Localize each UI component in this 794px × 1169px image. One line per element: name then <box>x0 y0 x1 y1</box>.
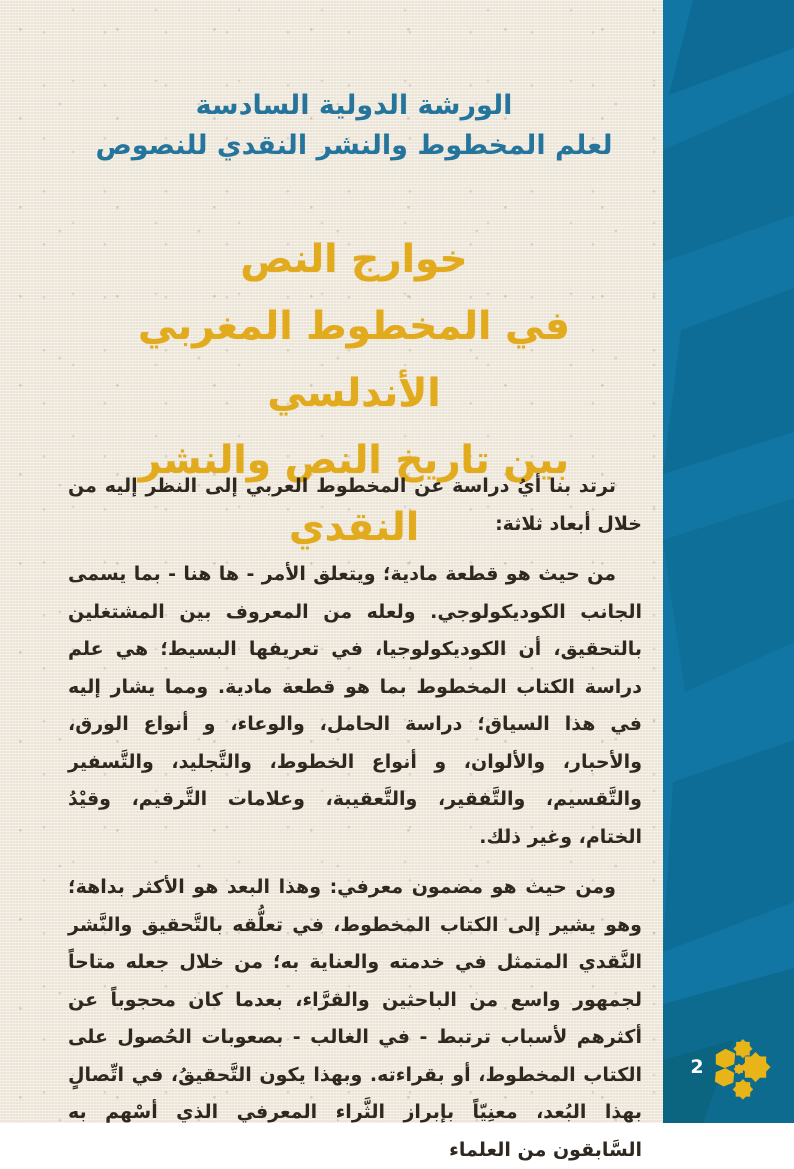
page-number: 2 <box>690 1056 704 1078</box>
body-text <box>68 468 642 1169</box>
body-paragraph: ومن حيث هو مضمون معرفي: وهذا البعد هو الأكثر بداهة؛ وهو يشير إلى الكتاب المخطوط، في تعلُّقه بالتَّحقيق والنَّشر النَّقدي المتمثل في خدمته والعناية به؛ من خلال جعله متاحاً لجمهور واسع من الباحثين والقرَّاء، بعدما كان محجوباً عن أكثرهم لأسباب ترتبط - في الغالب - بصعوبات الحُصول على الكتاب المخطوط، أو بقراءته. وبهذا يكون التَّحقيقُ، في اتِّصالٍ بهذا البُعد، معنِيّاً بإبراز الثَّراء المعرفي الذي أسْهم به السَّابقون من العلماء <box>68 876 642 1161</box>
workshop-header-line1: الورشة الدولية السادسة <box>195 90 513 121</box>
geometric-rosette-icon <box>710 1038 772 1102</box>
body-paragraph: من حيث هو قطعة مادية؛ ويتعلق الأمر - ها هنا - بما يسمى الجانب الكوديكولوجي. ولعله من المعروف بين المشتغلين بالتحقيق، أن الكوديكولوجيا، في تعريفها البسيط؛ هي علم دراسة الكتاب المخطوط بما هو قطعة مادية. ومما يشار إليه في هذا السياق؛ دراسة الحامل، والوعاء، و أنواع الورق، والأحبار، والألوان، و أنواع الخطوط، والتَّجليد، والتَّسفير والتَّقسيم، والتَّفقير، والتَّعقيبة، وعلامات التَّرقيم، وقيْدُ الختام، وغير ذلك. <box>68 563 642 848</box>
page-title-line1: خوارج النص <box>240 237 468 282</box>
body-paragraph: ترتد بنا أيُ دراسة عن المخطوط العربي إلى النظر إليه من خلال أبعاد ثلاثة: <box>68 475 642 535</box>
workshop-header-line2: لعلم المخطوط والنشر النقدي للنصوص <box>95 130 613 161</box>
side-band <box>663 0 794 1123</box>
band-calligraphy-pattern-icon <box>663 0 794 1123</box>
page-title-line2: في المخطوط المغربي الأندلسي <box>138 304 570 416</box>
workshop-header <box>68 86 640 166</box>
page-title-line3: بين تاريخ النص والنشر النقدي <box>138 438 570 550</box>
